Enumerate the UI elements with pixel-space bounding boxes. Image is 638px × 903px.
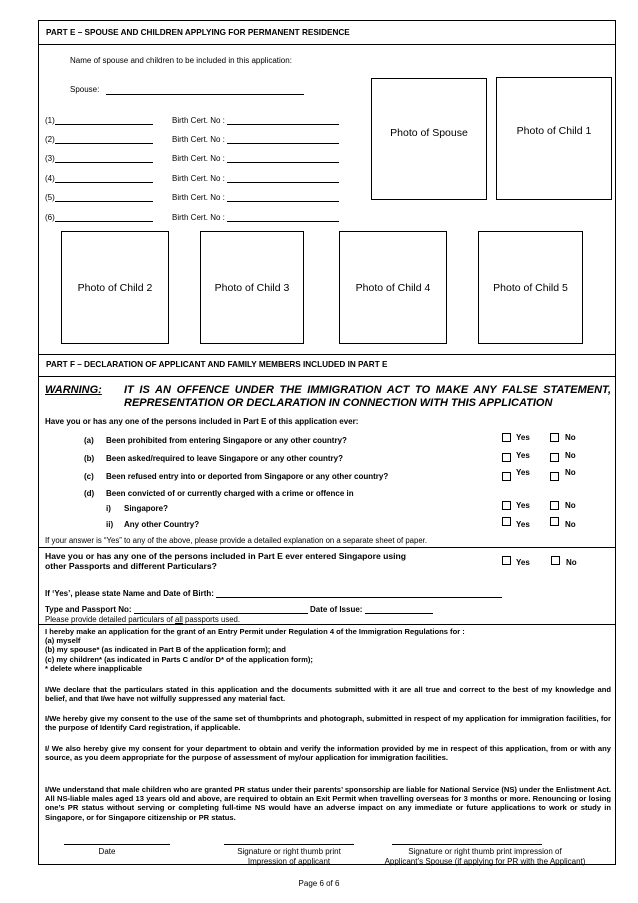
yes-checkbox[interactable] xyxy=(502,556,511,565)
warning-line-1: IT IS AN OFFENCE UNDER THE IMMIGRATION ACT TO MAKE ANY FALSE STATEMENT, xyxy=(124,384,611,396)
birth-cert-label: Birth Cert. No : xyxy=(172,213,225,222)
question-label: (b) xyxy=(84,454,95,463)
yes-checkbox[interactable] xyxy=(502,433,511,442)
declaration-line: (c) my children* (as indicated in Parts C and/or D* of the application form); xyxy=(45,654,313,664)
child-name-field[interactable] xyxy=(55,116,153,125)
child-cert-2 xyxy=(172,135,339,144)
child-row-4 xyxy=(45,174,153,183)
divider xyxy=(38,354,616,355)
warning-line-2: REPRESENTATION OR DECLARATION IN CONNECTION WITH THIS APPLICATION xyxy=(124,397,553,409)
photo-spouse-box[interactable] xyxy=(371,78,487,200)
if-yes-label: If ‘Yes’, please state Name and Date of Birth: xyxy=(45,589,214,598)
yes-label: Yes xyxy=(516,558,530,567)
page-number: Page 6 of 6 xyxy=(298,879,340,888)
question-intro: Have you or has any one of the persons included in Part E of this application ever: xyxy=(45,417,359,426)
date-caption: Date xyxy=(98,847,116,856)
if-yes-row xyxy=(45,589,502,598)
declaration-paragraph-4: I/We understand that male children who are granted PR status under their parents’ sponsorship are liable for National Service (NS) under the Enlistment Act. All NS-liable males aged 13 years old and above, are required to obtain an Exit Permit when travelling overseas for 3 months or more. Renouncing or losing one’s PR status without serving or completing full-time NS would have an adverse impact on any immediate or future applications to work or study in Singapore, or for Singapore citizenship or PR status. xyxy=(45,785,611,822)
no-checkbox[interactable] xyxy=(550,501,559,510)
no-label: No xyxy=(565,468,576,477)
child-number: (2) xyxy=(45,135,55,144)
no-label: No xyxy=(565,520,576,529)
photo-child1-label: Photo of Child 1 xyxy=(516,125,592,137)
child-row-2 xyxy=(45,135,153,144)
passport-question-line-2: other Passports and different Particulars? xyxy=(45,561,217,571)
photo-child5-label: Photo of Child 5 xyxy=(493,281,568,294)
declaration-paragraph-2: I/We hereby give my consent to the use of the same set of thumbprints and photograph, submitted in respect of my application for immigration facilities, for the purpose of Identify Card registration, if applicable. xyxy=(45,714,611,733)
photo-child4-label: Photo of Child 4 xyxy=(355,281,431,294)
passport-question xyxy=(45,551,406,571)
subquestion-text: Any other Country? xyxy=(124,520,200,529)
photo-child4-box[interactable] xyxy=(339,231,447,344)
no-label: No xyxy=(565,501,576,510)
birth-cert-field[interactable] xyxy=(227,154,339,163)
spouse-name-field[interactable] xyxy=(106,86,304,95)
declaration-line: I hereby make an application for the grant of an Entry Permit under Regulation 4 of the Immigration Regulations for : xyxy=(45,627,465,636)
date-issue-label: Date of Issue: xyxy=(310,605,363,614)
yes-checkbox[interactable] xyxy=(502,453,511,462)
birth-cert-label: Birth Cert. No : xyxy=(172,154,225,163)
question-text: Been prohibited from entering Singapore or any other country? xyxy=(106,436,347,445)
no-checkbox[interactable] xyxy=(551,556,560,565)
child-row-5 xyxy=(45,193,153,202)
yes-label: Yes xyxy=(516,433,530,442)
child-number: (1) xyxy=(45,116,55,125)
provide-note-pre: Please provide detailed particulars of xyxy=(45,615,176,624)
child-number: (4) xyxy=(45,174,55,183)
yes-label: Yes xyxy=(516,451,530,460)
photo-child2-label: Photo of Child 2 xyxy=(77,281,153,294)
no-checkbox[interactable] xyxy=(550,453,559,462)
child-name-field[interactable] xyxy=(55,135,153,144)
child-name-field[interactable] xyxy=(55,154,153,163)
type-passport-label: Type and Passport No: xyxy=(45,605,132,614)
question-label: (a) xyxy=(84,436,94,445)
birth-cert-label: Birth Cert. No : xyxy=(172,116,225,125)
provide-note xyxy=(45,615,240,624)
question-text: Been refused entry into or deported from Singapore or any other country? xyxy=(106,472,389,481)
declaration-line: (a) myself xyxy=(45,636,81,646)
declaration-paragraph-1: I/We declare that the particulars stated in this application and the documents submitted with it are all true and correct to the best of my knowledge and belief, and that I/we have not wilfully suppressed any material fact. xyxy=(45,685,611,704)
name-dob-field[interactable] xyxy=(216,589,502,598)
birth-cert-label: Birth Cert. No : xyxy=(172,193,225,202)
spouse-caption-line-2: Applicant’s Spouse (if applying for PR with the Applicant) xyxy=(384,856,586,866)
subquestion-label: i) xyxy=(106,504,111,513)
part-f-header: PART F – DECLARATION OF APPLICANT AND FAMILY MEMBERS INCLUDED IN PART E xyxy=(46,360,388,369)
birth-cert-field[interactable] xyxy=(227,193,339,202)
declaration-line: (b) my spouse* (as indicated in Part B of the application form); and xyxy=(45,645,286,655)
yes-checkbox[interactable] xyxy=(502,517,511,526)
explain-note: If your answer is “Yes” to any of the above, please provide a detailed explanation on a separate sheet of paper. xyxy=(45,536,428,545)
provide-note-emphasis: all xyxy=(175,615,183,624)
child-name-field[interactable] xyxy=(55,174,153,183)
question-label: (d) xyxy=(84,489,95,498)
birth-cert-field[interactable] xyxy=(227,135,339,144)
declaration-paragraph-3: I/ We also hereby give my consent for your department to obtain and verify the information provided by me in respect of this application, from or with any source, as you deem appropriate for the purpose of assessment of my/our application for immigration facilities. xyxy=(45,744,611,763)
part-e-header: PART E – SPOUSE AND CHILDREN APPLYING FOR PERMANENT RESIDENCE xyxy=(46,28,350,37)
child-number: (6) xyxy=(45,213,55,222)
photo-child3-label: Photo of Child 3 xyxy=(214,281,290,294)
subquestion-label: ii) xyxy=(106,520,114,529)
subquestion-text: Singapore? xyxy=(124,504,169,513)
birth-cert-label: Birth Cert. No : xyxy=(172,174,225,183)
child-row-3 xyxy=(45,154,153,163)
child-cert-3 xyxy=(172,154,339,163)
photo-child2-box[interactable] xyxy=(61,231,169,344)
applicant-signature-caption xyxy=(214,847,364,866)
yes-label: Yes xyxy=(516,520,530,529)
applicant-caption-line-1: Signature or right thumb print xyxy=(237,847,341,856)
child-name-field[interactable] xyxy=(55,213,153,222)
photo-child1-box[interactable] xyxy=(496,77,612,200)
spouse-signature-line[interactable] xyxy=(392,844,542,845)
issue-date-field[interactable] xyxy=(365,605,433,614)
question-text: Been asked/required to leave Singapore or any other country? xyxy=(106,454,343,463)
spouse-signature-caption xyxy=(372,847,598,866)
birth-cert-label: Birth Cert. No : xyxy=(172,135,225,144)
no-checkbox[interactable] xyxy=(550,517,559,526)
applicant-caption-line-2: Impression of applicant xyxy=(247,856,331,866)
divider xyxy=(38,624,616,625)
yes-checkbox[interactable] xyxy=(502,501,511,510)
photo-child5-box[interactable] xyxy=(478,231,583,344)
child-row-6 xyxy=(45,213,153,222)
yes-label: Yes xyxy=(516,468,530,477)
divider xyxy=(38,44,616,45)
no-checkbox[interactable] xyxy=(550,433,559,442)
divider xyxy=(38,376,616,377)
yes-label: Yes xyxy=(516,501,530,510)
no-label: No xyxy=(565,451,576,460)
no-label: No xyxy=(566,558,577,567)
child-row-1 xyxy=(45,116,153,125)
date-signature-line[interactable] xyxy=(64,844,170,845)
no-checkbox[interactable] xyxy=(550,472,559,481)
question-label: (c) xyxy=(84,472,94,481)
provide-note-post: passports used. xyxy=(182,615,241,624)
child-cert-1 xyxy=(172,116,339,125)
declaration-line: * delete where inapplicable xyxy=(45,663,143,673)
question-text: Been convicted of or currently charged with a crime or offence in xyxy=(106,489,354,498)
applicant-signature-line[interactable] xyxy=(224,844,354,845)
child-cert-4 xyxy=(172,174,339,183)
child-name-field[interactable] xyxy=(55,193,153,202)
part-e-intro: Name of spouse and children to be included in this application: xyxy=(70,56,292,65)
child-number: (5) xyxy=(45,193,55,202)
spouse-caption-line-1: Signature or right thumb print impression of xyxy=(408,847,562,856)
birth-cert-field[interactable] xyxy=(227,213,339,222)
spouse-label: Spouse: xyxy=(70,85,100,94)
divider xyxy=(38,547,616,548)
child-cert-6 xyxy=(172,213,339,222)
photo-child3-box[interactable] xyxy=(200,231,304,344)
child-number: (3) xyxy=(45,154,55,163)
passport-number-field[interactable] xyxy=(134,605,308,614)
warning-label: WARNING: xyxy=(45,384,102,396)
passport-row xyxy=(45,605,433,614)
declaration-intro xyxy=(45,627,611,673)
yes-checkbox[interactable] xyxy=(502,472,511,481)
birth-cert-field[interactable] xyxy=(227,174,339,183)
child-cert-5 xyxy=(172,193,339,202)
passport-question-line-1: Have you or has any one of the persons included in Part E ever entered Singapore using xyxy=(45,551,407,561)
birth-cert-field[interactable] xyxy=(227,116,339,125)
no-label: No xyxy=(565,433,576,442)
photo-spouse-label: Photo of Spouse xyxy=(390,127,468,139)
